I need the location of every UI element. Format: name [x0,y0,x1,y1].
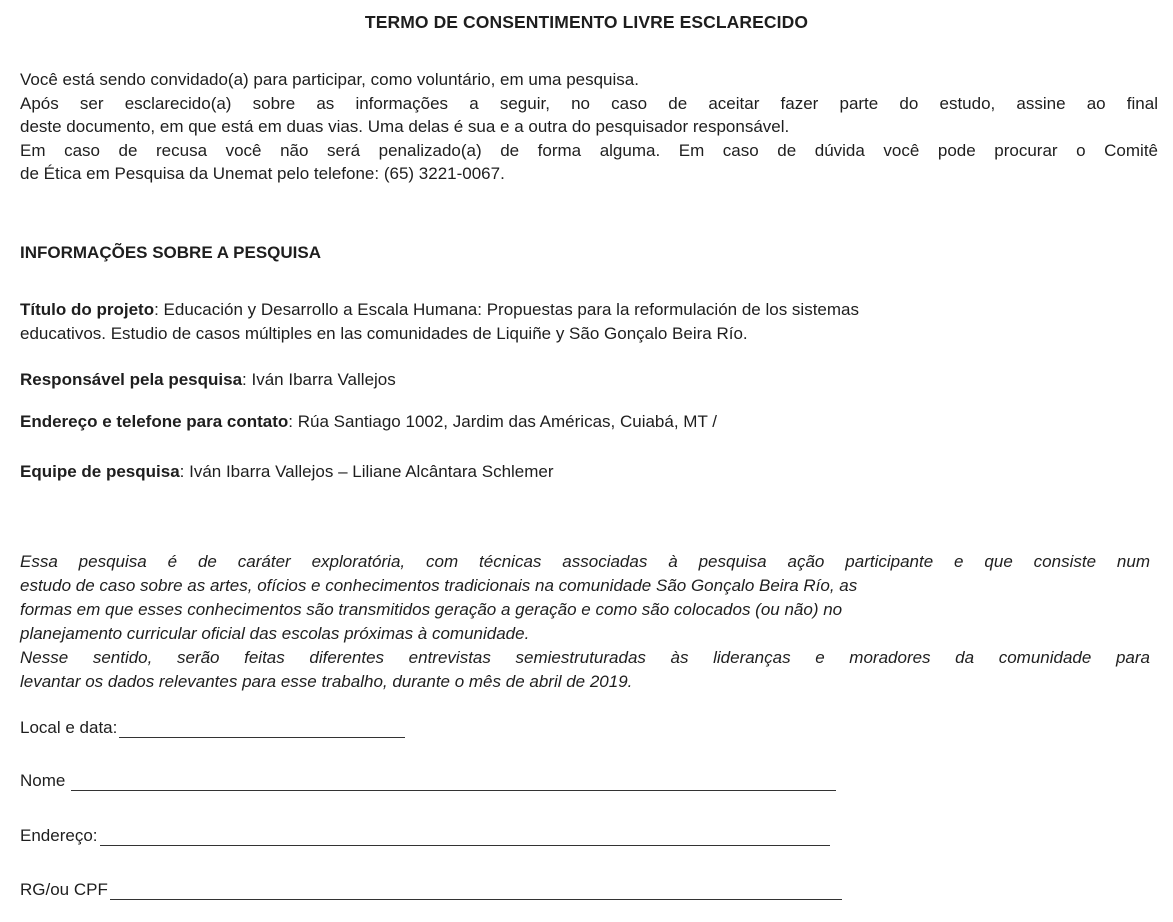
contact-value: : Rúa Santiago 1002, Jardim das Américas, Cuiabá, MT / [288,412,717,431]
responsible-label: Responsável pela pesquisa [20,370,243,389]
team-value: : Iván Ibarra Vallejos – Liliane Alcântara Schlemer [179,462,554,481]
intro-line: Em caso de recusa você não será penalizado(a) de forma alguma. Em caso de dúvida você pode procurar o Comitê [20,140,1158,160]
contact-field [20,410,1158,434]
description-line: Essa pesquisa é de caráter exploratória, com técnicas associadas à pesquisa ação participante e que consiste num [20,552,1150,571]
intro-line: deste documento, em que está em duas vias. Uma delas é sua e a outra do pesquisador responsável. [20,117,790,136]
intro-paragraph [20,68,1158,186]
address-field[interactable] [20,826,830,846]
name-field[interactable] [20,771,836,791]
project-title-label: Título do projeto [20,300,155,319]
description-line: planejamento curricular oficial das escolas próximas à comunidade. [20,624,530,643]
local-date-field[interactable] [20,718,405,738]
name-blank[interactable] [71,773,836,791]
address-label: Endereço: [20,826,98,845]
id-field[interactable] [20,880,842,900]
intro-line: Você está sendo convidado(a) para participar, como voluntário, em uma pesquisa. [20,70,639,89]
id-blank[interactable] [110,882,842,900]
contact-label: Endereço e telefone para contato [20,412,289,431]
address-blank[interactable] [100,828,830,846]
local-date-label: Local e data: [20,718,118,737]
description-line: estudo de caso sobre as artes, ofícios e conhecimentos tradicionais na comunidade São Gonçalo Beira Río, as [20,576,858,595]
local-date-blank[interactable] [119,720,405,738]
project-title-value-cont: educativos. Estudio de casos múltiples en las comunidades de Liquiñe y São Gonçalo Beira Río. [20,323,748,343]
project-title-value: : Educación y Desarrollo a Escala Humana: Propuestas para la reformulación de los sistemas [154,300,859,319]
description-line: levantar os dados relevantes para esse trabalho, durante o mês de abril de 2019. [20,672,633,691]
team-label: Equipe de pesquisa [20,462,180,481]
section-heading: INFORMAÇÕES SOBRE A PESQUISA [20,243,321,262]
description-line: Nesse sentido, serão feitas diferentes entrevistas semiestruturadas às lideranças e moradores da comunidade para [20,648,1150,667]
team-field [20,460,1158,484]
description-line: formas em que esses conhecimentos são transmitidos geração a geração e como são colocados (ou não) no [20,600,843,619]
intro-line: Após ser esclarecido(a) sobre as informações a seguir, no caso de aceitar fazer parte do estudo, assine ao final [20,93,1158,113]
name-label: Nome [20,771,66,790]
research-description [20,550,1150,694]
responsible-value: : Iván Ibarra Vallejos [242,370,396,389]
responsible-field [20,368,1158,392]
id-label: RG/ou CPF [20,880,108,899]
project-title-field [20,298,1158,345]
document-title: TERMO DE CONSENTIMENTO LIVRE ESCLARECIDO [364,12,809,32]
intro-line: de Ética em Pesquisa da Unemat pelo telefone: (65) 3221-0067. [20,164,505,183]
